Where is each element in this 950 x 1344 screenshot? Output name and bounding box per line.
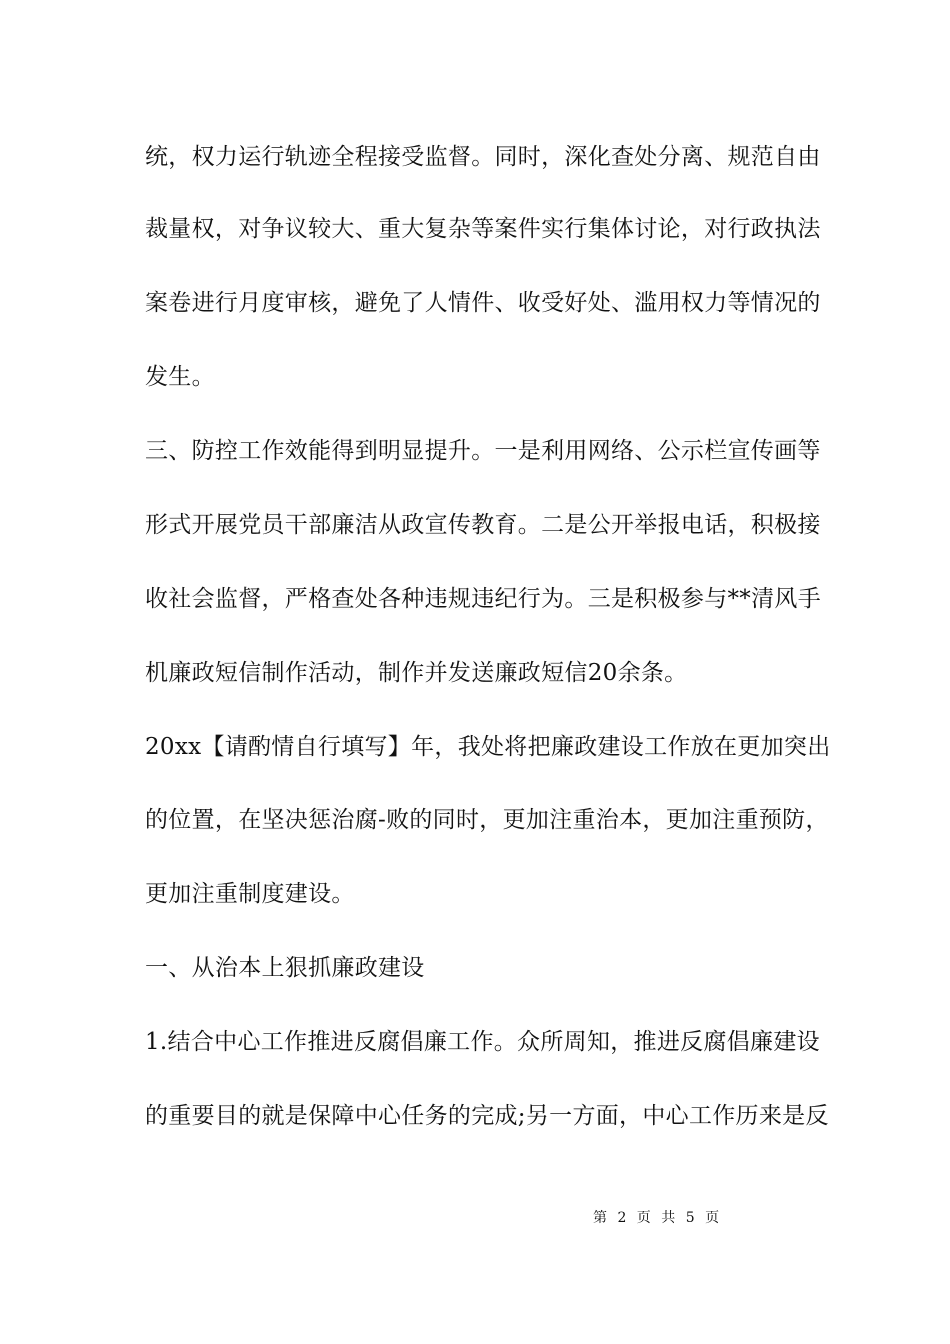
text-line: 20xx【请酌情自行填写】年，我处将把廉政建设工作放在更加突出 [145,734,831,760]
page-number-footer: 第 2 页 共 5 页 [593,1210,723,1226]
text-line: 发生。 [145,364,215,390]
text-line: 的重要目的就是保障中心任务的完成;另一方面，中心工作历来是反 [145,1103,829,1129]
text-line: 一、从治本上狠抓廉政建设 [145,955,425,981]
text-line: 案卷进行月度审核，避免了人情件、收受好处、滥用权力等情况的 [145,290,821,316]
text-line: 机廉政短信制作活动，制作并发送廉政短信20余条。 [145,660,688,686]
text-line: 统，权力运行轨迹全程接受监督。同时，深化查处分离、规范自由 [145,144,821,170]
text-line: 的位置，在坚决惩治腐-败的同时，更加注重治本，更加注重预防， [145,807,829,833]
text-line: 1.结合中心工作推进反腐倡廉工作。众所周知，推进反腐倡廉建设 [145,1029,820,1055]
text-line: 三、防控工作效能得到明显提升。一是利用网络、公示栏宣传画等 [145,438,821,464]
text-line: 形式开展党员干部廉洁从政宣传教育。二是公开举报电话，积极接 [145,512,821,538]
text-line: 收社会监督，严格查处各种违规违纪行为。三是积极参与**清风手 [145,586,821,612]
text-line: 更加注重制度建设。 [145,881,355,907]
text-line: 裁量权，对争议较大、重大复杂等案件实行集体讨论，对行政执法 [145,216,821,242]
